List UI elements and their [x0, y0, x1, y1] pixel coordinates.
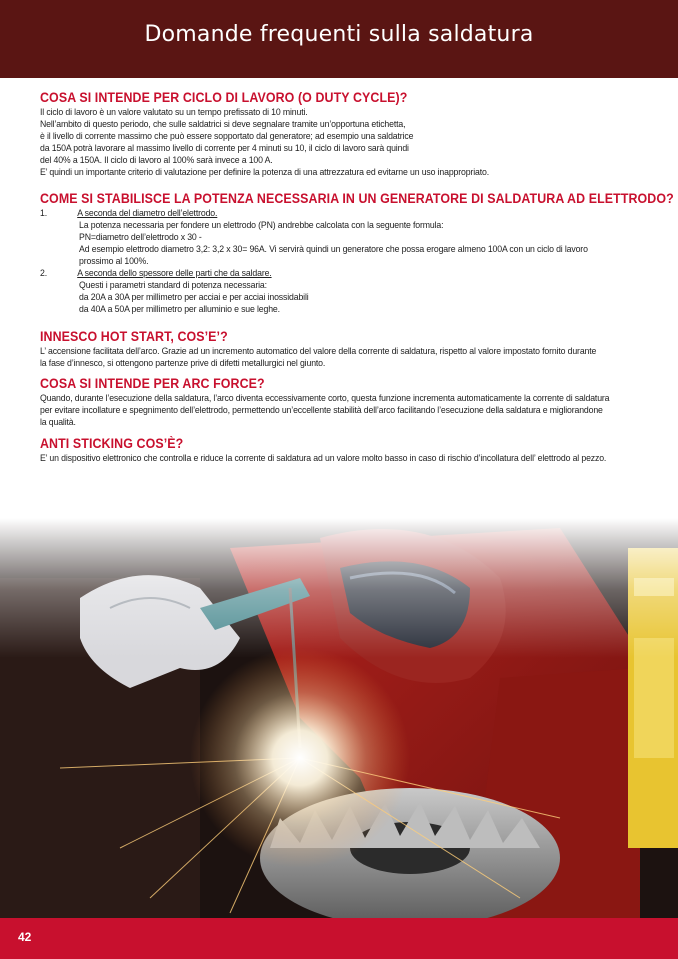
faq-question-power: COME SI STABILISCE LA POTENZA NECESSARIA IN UN GENERATORE DI SALDATURA AD ELETTRODO?: [40, 191, 674, 207]
faq-answer-line: è il livello di corrente massimo che può essere sopportato dal generatore; ad esempio una saldatrice: [40, 129, 414, 141]
faq-answer-line: E’ quindi un importante criterio di valutazione per definire la potenza di una attrezzatura ed evitarne un uso inappropriato.: [40, 165, 489, 177]
welding-photo-illustration: [0, 518, 678, 918]
faq-question-duty-cycle: COSA SI INTENDE PER CICLO DI LAVORO (O DUTY CYCLE)?: [40, 90, 408, 105]
list-number: 1.: [40, 207, 48, 219]
welding-photo: [0, 518, 678, 918]
faq-answer-line: Quando, durante l’esecuzione della saldatura, l’arco diventa eccessivamente corto, questa funzione incrementa automaticamente la corrente di saldatura: [40, 392, 610, 404]
page-header: [0, 0, 678, 78]
page-number: 42: [18, 930, 32, 944]
faq-question-arc-force: COSA SI INTENDE PER ARC FORCE?: [40, 376, 265, 392]
faq-answer-line: prossimo al 100%.: [79, 255, 149, 267]
faq-answer-line: PN=diametro dell’elettrodo x 30 -: [79, 231, 202, 243]
faq-question-anti-sticking: ANTI STICKING COS’È?: [40, 436, 184, 452]
faq-answer-line: per evitare incollature e spegnimento dell’elettrodo, permettendo un’eccellente stabilità dell’arco facilitando l’esecuzione della saldatura e migliorandone: [40, 404, 603, 416]
faq-answer-line: del 40% a 150A. Il ciclo di lavoro al 100% sarà invece a 100 A.: [40, 153, 273, 165]
faq-answer-line: la qualità.: [40, 416, 76, 428]
faq-answer-line: da 40A a 50A per millimetro per alluminio e sue leghe.: [79, 302, 280, 314]
faq-answer-line: da 150A potrà lavorare al massimo livello di corrente per 4 minuti su 10, il ciclo di lavoro sarà quindi: [40, 141, 409, 153]
faq-answer-line: Nell’ambito di questo periodo, che sulle saldatrici si deve segnalare tramite un’opportuna etichetta,: [40, 117, 406, 129]
list-item-1: [40, 207, 598, 219]
faq-answer-line: La potenza necessaria per fondere un elettrodo (PN) andrebbe calcolata con la seguente formula:: [79, 219, 444, 231]
page-footer: [0, 918, 678, 959]
faq-answer-line: L’ accensione facilitata dell’arco. Grazie ad un incremento automatico del valore della corrente di saldatura, rispetto al valore impostato fornito durante: [40, 344, 597, 356]
faq-question-hot-start: INNESCO HOT START, COS’E’?: [40, 328, 228, 344]
faq-answer-line: E’ un dispositivo elettronico che controlla e riduce la corrente di saldatura ad un valore molto basso in caso di rischio d’incollatura dell’ elettrodo al pezzo.: [40, 452, 607, 464]
faq-content: [40, 90, 674, 464]
faq-answer-line: Ad esempio elettrodo diametro 3,2: 3,2 x 30= 96A. Vi servirà quindi un generatore che possa erogare almeno 100A con un ciclo di lavoro: [79, 243, 588, 255]
faq-answer-line: da 20A a 30A per millimetro per acciai e per acciai inossidabili: [79, 290, 309, 302]
faq-answer-line: Questi i parametri standard di potenza necessaria:: [79, 278, 267, 290]
list-number: 2.: [40, 266, 48, 278]
page-title: Domande frequenti sulla saldatura: [144, 22, 534, 47]
faq-answer-line: la fase d’innesco, si ottengono partenze prive di difetti metallurgici nel giunto.: [40, 356, 326, 368]
faq-answer-line: Il ciclo di lavoro è un valore valutato su un tempo prefissato di 10 minuti.: [40, 106, 308, 117]
list-item-heading: A seconda dello spessore delle parti che da saldare.: [77, 266, 272, 278]
list-item-heading: A seconda del diametro dell’elettrodo.: [77, 207, 218, 219]
list-item-2: [40, 267, 598, 279]
